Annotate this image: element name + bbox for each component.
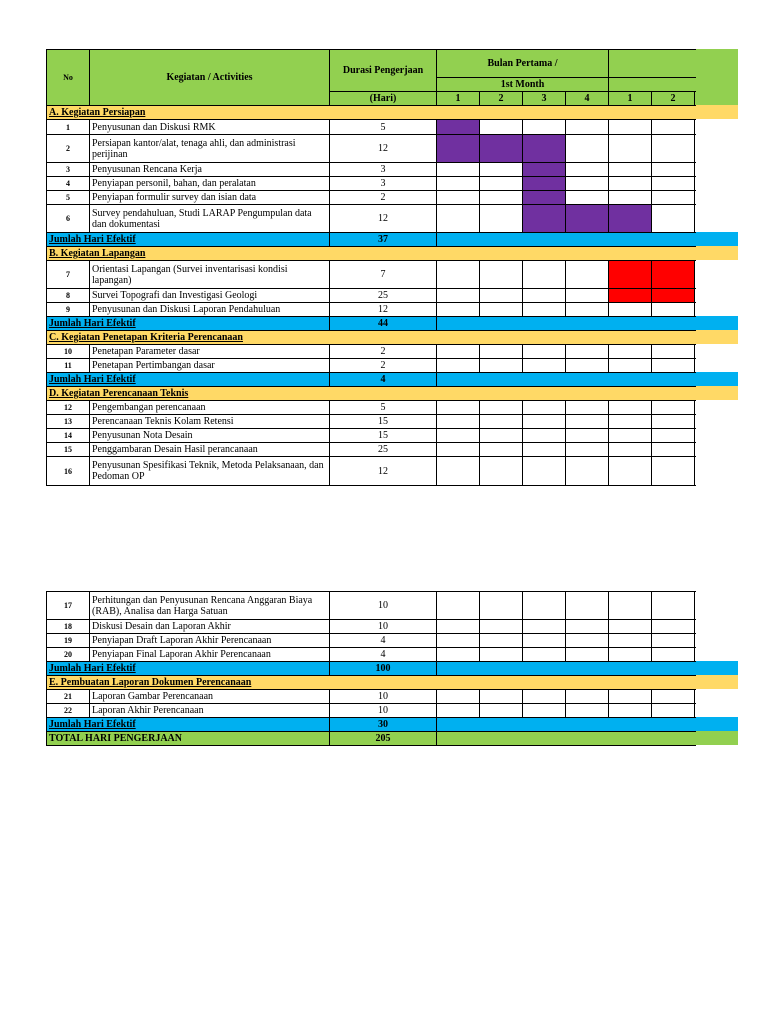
subtotal-row (47, 718, 739, 732)
gantt-cell (566, 620, 609, 634)
col-header-no: No (47, 50, 90, 106)
schedule-table-part-2 (46, 591, 738, 746)
gantt-bar-cell (609, 289, 652, 303)
total-fill (437, 373, 739, 387)
grand-total-label: TOTAL HARI PENGERJAAN (47, 732, 330, 746)
gantt-cell (609, 177, 652, 191)
gantt-cell (609, 429, 652, 443)
activity-row (47, 177, 739, 191)
gantt-cell (609, 135, 652, 163)
col-header-duration: Durasi Pengerjaan (330, 50, 437, 92)
gantt-cell (437, 620, 480, 634)
section-title: C. Kegiatan Penetapan Kriteria Perencanaan (47, 331, 739, 345)
activity-duration: 25 (330, 289, 437, 303)
gantt-cell (566, 592, 609, 620)
activity-row (47, 303, 739, 317)
gantt-cell (566, 345, 609, 359)
gantt-cell (609, 191, 652, 205)
gantt-cell (437, 648, 480, 662)
gantt-cell (566, 120, 609, 135)
gantt-cell (480, 634, 523, 648)
gantt-cell (523, 401, 566, 415)
gantt-cell (652, 648, 695, 662)
subtotal-value: 44 (330, 317, 437, 331)
section-title: B. Kegiatan Lapangan (47, 247, 739, 261)
activity-name: Diskusi Desain dan Laporan Akhir (90, 620, 330, 634)
activity-duration: 12 (330, 205, 437, 233)
gantt-cell (523, 359, 566, 373)
activity-row (47, 120, 739, 135)
gantt-cell (609, 457, 652, 486)
page-clip (696, 0, 742, 1024)
gantt-cell (566, 135, 609, 163)
gantt-cell (566, 634, 609, 648)
activity-row (47, 690, 739, 704)
gantt-cell (437, 289, 480, 303)
week-label: 2 (480, 92, 523, 106)
gantt-cell (437, 163, 480, 177)
gantt-cell (652, 191, 695, 205)
total-fill (437, 233, 739, 247)
activity-duration: 25 (330, 443, 437, 457)
gantt-cell (566, 704, 609, 718)
gantt-cell (652, 135, 695, 163)
section-title: A. Kegiatan Persiapan (47, 106, 739, 120)
activity-name: Penyiapan Draft Laporan Akhir Perencanaan (90, 634, 330, 648)
activity-number: 2 (47, 135, 90, 163)
activity-duration: 5 (330, 120, 437, 135)
gantt-cell (437, 205, 480, 233)
gantt-cell (480, 120, 523, 135)
activity-number: 14 (47, 429, 90, 443)
gantt-cell (523, 690, 566, 704)
gantt-bar-cell (609, 205, 652, 233)
total-fill (437, 317, 739, 331)
activity-name: Penyusunan dan Diskusi Laporan Pendahuluan (90, 303, 330, 317)
row-band-overflow (696, 246, 738, 260)
section-header-row (47, 387, 739, 401)
activity-name: Laporan Gambar Perencanaan (90, 690, 330, 704)
col-header-activity: Kegiatan / Activities (90, 50, 330, 106)
subtotal-value: 30 (330, 718, 437, 732)
week-label: 3 (523, 92, 566, 106)
activity-number: 1 (47, 120, 90, 135)
activity-row (47, 135, 739, 163)
activity-name: Penyiapan Final Laporan Akhir Perencanaan (90, 648, 330, 662)
gantt-cell (480, 261, 523, 289)
gantt-bar-cell (652, 289, 695, 303)
gantt-cell (437, 592, 480, 620)
grand-total-row (47, 732, 739, 746)
gantt-cell (437, 261, 480, 289)
gantt-cell (480, 359, 523, 373)
subtotal-label: Jumlah Hari Efektif (47, 373, 330, 387)
schedule-table-part-1 (46, 49, 738, 486)
activity-number: 13 (47, 415, 90, 429)
gantt-cell (652, 415, 695, 429)
gantt-cell (609, 690, 652, 704)
gantt-cell (480, 345, 523, 359)
gantt-cell (480, 592, 523, 620)
gantt-cell (480, 415, 523, 429)
gantt-bar-cell (652, 261, 695, 289)
activity-name: Survei Topografi dan Investigasi Geologi (90, 289, 330, 303)
gantt-cell (523, 634, 566, 648)
activity-number: 19 (47, 634, 90, 648)
gantt-cell (652, 457, 695, 486)
activity-row (47, 261, 739, 289)
schedule-table-continued (46, 591, 738, 746)
activity-number: 12 (47, 401, 90, 415)
gantt-bar-cell (523, 191, 566, 205)
activity-duration: 15 (330, 429, 437, 443)
gantt-bar-cell (523, 135, 566, 163)
activity-name: Perencanaan Teknis Kolam Retensi (90, 415, 330, 429)
activity-row (47, 457, 739, 486)
activity-duration: 2 (330, 191, 437, 205)
total-fill (437, 718, 739, 732)
activity-name: Persiapan kantor/alat, tenaga ahli, dan administrasi perijinan (90, 135, 330, 163)
gantt-cell (566, 415, 609, 429)
activity-name: Penetapan Pertimbangan dasar (90, 359, 330, 373)
row-band-overflow (696, 105, 738, 119)
section-header-row (47, 106, 739, 120)
row-band-overflow (696, 232, 738, 246)
gantt-cell (437, 359, 480, 373)
gantt-cell (523, 704, 566, 718)
gantt-cell (480, 205, 523, 233)
activity-duration: 4 (330, 634, 437, 648)
gantt-cell (566, 457, 609, 486)
section-title: D. Kegiatan Perencanaan Teknis (47, 387, 739, 401)
activity-duration: 3 (330, 177, 437, 191)
gantt-cell (523, 289, 566, 303)
gantt-cell (523, 415, 566, 429)
gantt-cell (437, 177, 480, 191)
section-header-row (47, 247, 739, 261)
subtotal-label: Jumlah Hari Efektif (47, 718, 330, 732)
gantt-cell (523, 620, 566, 634)
subtotal-value: 37 (330, 233, 437, 247)
gantt-cell (523, 261, 566, 289)
gantt-bar-cell (523, 177, 566, 191)
gantt-cell (652, 620, 695, 634)
activity-name: Laporan Akhir Perencanaan (90, 704, 330, 718)
gantt-cell (566, 303, 609, 317)
gantt-bar-cell (566, 205, 609, 233)
activity-number: 3 (47, 163, 90, 177)
gantt-cell (609, 345, 652, 359)
gantt-cell (652, 177, 695, 191)
gantt-bar-cell (523, 205, 566, 233)
activity-number: 18 (47, 620, 90, 634)
activity-number: 9 (47, 303, 90, 317)
subtotal-label: Jumlah Hari Efektif (47, 662, 330, 676)
activity-number: 6 (47, 205, 90, 233)
activity-duration: 5 (330, 401, 437, 415)
gantt-cell (566, 443, 609, 457)
gantt-cell (609, 415, 652, 429)
activity-number: 10 (47, 345, 90, 359)
activity-duration: 10 (330, 690, 437, 704)
gantt-cell (480, 177, 523, 191)
row-band-overflow (696, 49, 738, 105)
subtotal-label: Jumlah Hari Efektif (47, 233, 330, 247)
activity-duration: 2 (330, 359, 437, 373)
row-band-overflow (696, 731, 738, 745)
col-header-duration-unit: (Hari) (330, 92, 437, 106)
gantt-cell (566, 289, 609, 303)
gantt-cell (652, 704, 695, 718)
schedule-table (46, 49, 738, 486)
gantt-cell (480, 443, 523, 457)
row-band-overflow (696, 316, 738, 330)
activity-number: 21 (47, 690, 90, 704)
activity-duration: 12 (330, 303, 437, 317)
gantt-cell (523, 592, 566, 620)
gantt-cell (609, 620, 652, 634)
total-fill (437, 662, 739, 676)
gantt-cell (609, 401, 652, 415)
activity-duration: 12 (330, 135, 437, 163)
gantt-cell (480, 289, 523, 303)
gantt-cell (652, 120, 695, 135)
row-band-overflow (696, 675, 738, 689)
gantt-cell (437, 690, 480, 704)
gantt-cell (652, 690, 695, 704)
subtotal-row (47, 233, 739, 247)
activity-number: 7 (47, 261, 90, 289)
activity-row (47, 704, 739, 718)
activity-duration: 7 (330, 261, 437, 289)
gantt-cell (480, 457, 523, 486)
gantt-cell (609, 648, 652, 662)
week-label: 2 (652, 92, 695, 106)
subtotal-label: Jumlah Hari Efektif (47, 317, 330, 331)
gantt-cell (523, 648, 566, 662)
activity-row (47, 429, 739, 443)
activity-row (47, 345, 739, 359)
gantt-cell (566, 401, 609, 415)
activity-row (47, 163, 739, 177)
subtotal-row (47, 662, 739, 676)
activity-row (47, 359, 739, 373)
col-header-month1: Bulan Pertama / (437, 50, 609, 78)
activity-number: 4 (47, 177, 90, 191)
activity-row (47, 443, 739, 457)
activity-number: 17 (47, 592, 90, 620)
gantt-cell (437, 415, 480, 429)
gantt-cell (437, 303, 480, 317)
gantt-cell (609, 443, 652, 457)
activity-name: Pengembangan perencanaan (90, 401, 330, 415)
gantt-cell (480, 163, 523, 177)
gantt-cell (437, 443, 480, 457)
gantt-cell (480, 191, 523, 205)
gantt-cell (609, 163, 652, 177)
activity-name: Orientasi Lapangan (Survei inventarisasi kondisi lapangan) (90, 261, 330, 289)
gantt-cell (523, 429, 566, 443)
gantt-cell (652, 205, 695, 233)
row-band-overflow (696, 717, 738, 731)
row-band-overflow (696, 372, 738, 386)
activity-name: Penyusunan Spesifikasi Teknik, Metoda Pelaksanaan, dan Pedoman OP (90, 457, 330, 486)
gantt-cell (566, 648, 609, 662)
gantt-cell (437, 191, 480, 205)
activity-number: 20 (47, 648, 90, 662)
activity-number: 16 (47, 457, 90, 486)
gantt-cell (566, 177, 609, 191)
gantt-cell (652, 303, 695, 317)
gantt-cell (437, 634, 480, 648)
gantt-bar-cell (523, 163, 566, 177)
gantt-cell (480, 648, 523, 662)
section-header-row (47, 331, 739, 345)
subtotal-row (47, 373, 739, 387)
gantt-cell (652, 443, 695, 457)
activity-number: 22 (47, 704, 90, 718)
gantt-cell (480, 401, 523, 415)
gantt-cell (437, 457, 480, 486)
row-band-overflow (696, 330, 738, 344)
grand-total-value: 205 (330, 732, 437, 746)
col-header-month1-en: 1st Month (437, 78, 609, 92)
activity-row (47, 401, 739, 415)
activity-name: Penyiapan personil, bahan, dan peralatan (90, 177, 330, 191)
activity-duration: 15 (330, 415, 437, 429)
gantt-cell (566, 429, 609, 443)
gantt-bar-cell (437, 120, 480, 135)
activity-row (47, 634, 739, 648)
gantt-cell (523, 120, 566, 135)
gantt-cell (480, 429, 523, 443)
activity-row (47, 415, 739, 429)
subtotal-row (47, 317, 739, 331)
gantt-cell (523, 303, 566, 317)
activity-name: Penyusunan dan Diskusi RMK (90, 120, 330, 135)
gantt-cell (566, 690, 609, 704)
section-title: E. Pembuatan Laporan Dokumen Perencanaan (47, 676, 739, 690)
activity-row (47, 592, 739, 620)
activity-name: Penyusunan Nota Desain (90, 429, 330, 443)
gantt-cell (566, 261, 609, 289)
gantt-cell (480, 690, 523, 704)
activity-name: Survey pendahuluan, Studi LARAP Pengumpulan data dan dokumentasi (90, 205, 330, 233)
subtotal-value: 100 (330, 662, 437, 676)
gantt-cell (652, 359, 695, 373)
activity-number: 11 (47, 359, 90, 373)
activity-duration: 10 (330, 592, 437, 620)
gantt-cell (652, 592, 695, 620)
gantt-cell (566, 191, 609, 205)
gantt-bar-cell (609, 261, 652, 289)
activity-row (47, 648, 739, 662)
activity-duration: 10 (330, 620, 437, 634)
gantt-cell (652, 634, 695, 648)
row-band-overflow (696, 661, 738, 675)
gantt-cell (437, 429, 480, 443)
activity-name: Perhitungan dan Penyusunan Rencana Anggaran Biaya (RAB), Analisa dan Harga Satuan (90, 592, 330, 620)
gantt-cell (437, 401, 480, 415)
activity-duration: 3 (330, 163, 437, 177)
gantt-bar-cell (480, 135, 523, 163)
activity-row (47, 205, 739, 233)
gantt-cell (437, 704, 480, 718)
gantt-cell (566, 359, 609, 373)
gantt-cell (652, 163, 695, 177)
subtotal-value: 4 (330, 373, 437, 387)
week-label: 1 (437, 92, 480, 106)
gantt-cell (523, 457, 566, 486)
gantt-cell (609, 120, 652, 135)
row-band-overflow (696, 386, 738, 400)
gantt-cell (652, 401, 695, 415)
gantt-cell (609, 634, 652, 648)
activity-duration: 4 (330, 648, 437, 662)
gantt-cell (652, 429, 695, 443)
gantt-bar-cell (437, 135, 480, 163)
week-label: 1 (609, 92, 652, 106)
activity-number: 8 (47, 289, 90, 303)
gantt-cell (566, 163, 609, 177)
activity-duration: 2 (330, 345, 437, 359)
activity-number: 5 (47, 191, 90, 205)
total-fill (437, 732, 739, 746)
gantt-cell (609, 359, 652, 373)
gantt-cell (609, 592, 652, 620)
gantt-cell (609, 704, 652, 718)
gantt-cell (523, 345, 566, 359)
activity-name: Penggambaran Desain Hasil perancanaan (90, 443, 330, 457)
activity-duration: 12 (330, 457, 437, 486)
activity-name: Penetapan Parameter dasar (90, 345, 330, 359)
activity-row (47, 289, 739, 303)
activity-number: 15 (47, 443, 90, 457)
gantt-cell (523, 443, 566, 457)
section-header-row (47, 676, 739, 690)
activity-name: Penyiapan formulir survey dan isian data (90, 191, 330, 205)
week-label: 4 (566, 92, 609, 106)
gantt-cell (480, 303, 523, 317)
gantt-cell (652, 345, 695, 359)
gantt-cell (480, 704, 523, 718)
gantt-cell (609, 303, 652, 317)
activity-duration: 10 (330, 704, 437, 718)
activity-row (47, 191, 739, 205)
gantt-cell (437, 345, 480, 359)
gantt-cell (480, 620, 523, 634)
activity-name: Penyusunan Rencana Kerja (90, 163, 330, 177)
activity-row (47, 620, 739, 634)
